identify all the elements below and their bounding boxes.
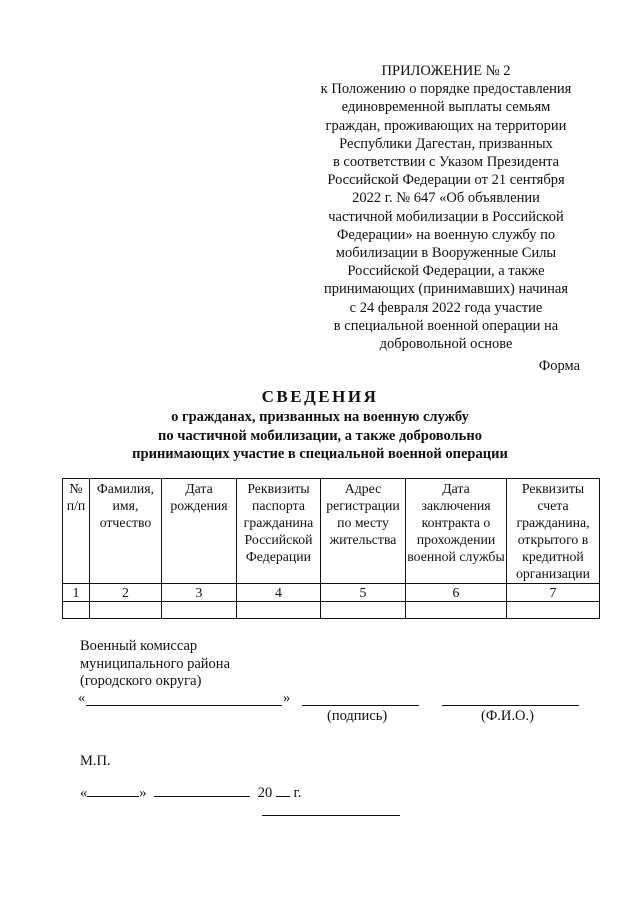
table-number-row xyxy=(63,584,600,602)
table-cell[interactable] xyxy=(63,602,90,619)
signature-caption: (подпись) xyxy=(327,708,388,724)
name-field-line[interactable] xyxy=(442,690,579,706)
appendix-line: единовременной выплаты семьям xyxy=(341,99,551,116)
table-row xyxy=(63,602,600,619)
name-caption: (Ф.И.О.) xyxy=(481,708,534,724)
column-number: 4 xyxy=(237,584,321,602)
appendix-line: частичной мобилизации в Российской xyxy=(328,208,564,225)
heading-title: СВЕДЕНИЯ xyxy=(261,387,379,406)
table-cell[interactable] xyxy=(507,602,600,619)
appendix-line: Российской Федерации, а также xyxy=(347,263,545,280)
open-quote: « xyxy=(78,690,86,706)
column-header-contract-date: Дата заключения контракта о прохождении военной службы xyxy=(406,479,507,584)
commissar-title-line: муниципального района xyxy=(80,655,230,672)
appendix-line: с 24 февраля 2022 года участие xyxy=(349,299,543,316)
column-number: 6 xyxy=(406,584,507,602)
document-heading xyxy=(0,386,640,464)
table-header-row xyxy=(63,479,600,584)
commissar-title-line: Военный комиссар xyxy=(80,638,198,654)
table-cell[interactable] xyxy=(406,602,507,619)
appendix-line: в специальной военной операции на xyxy=(333,317,559,334)
table-cell[interactable] xyxy=(90,602,162,619)
stamp-label: М.П. xyxy=(80,753,111,769)
extra-signature-line[interactable] xyxy=(262,805,400,816)
table-cell[interactable] xyxy=(321,602,406,619)
signature-field-line[interactable] xyxy=(302,690,419,706)
month-field-line[interactable] xyxy=(154,783,250,797)
column-number: 5 xyxy=(321,584,406,602)
column-header-number: № п/п xyxy=(63,479,90,584)
data-table xyxy=(62,478,600,619)
column-number: 1 xyxy=(63,584,90,602)
heading-subtitle-line: принимающих участие в специальной военной операции xyxy=(132,446,508,462)
column-header-name: Фамилия, имя, отчество xyxy=(90,479,162,584)
day-field-line[interactable] xyxy=(87,783,139,797)
appendix-line: граждан, проживающих на территории xyxy=(325,117,567,134)
date-field xyxy=(80,783,301,802)
close-quote: » xyxy=(283,690,291,706)
column-header-address: Адрес регистрации по месту жительства xyxy=(321,479,406,584)
appendix-line: в соответствии с Указом Президента xyxy=(332,154,560,171)
year-suffix: г. xyxy=(293,785,302,801)
date-close-quote: » xyxy=(139,785,147,801)
table-cell[interactable] xyxy=(237,602,321,619)
column-header-birthdate: Дата рождения xyxy=(162,479,237,584)
column-number: 2 xyxy=(90,584,162,602)
column-header-bank-account: Реквизиты счета гражданина, открытого в кредитной организации xyxy=(507,479,600,584)
appendix-line: мобилизации в Вооруженные Силы xyxy=(335,245,557,262)
form-label: Форма xyxy=(538,358,580,374)
column-header-passport: Реквизиты паспорта гражданина Российской Федерации xyxy=(237,479,321,584)
position-field-line[interactable] xyxy=(86,690,282,706)
appendix-title: ПРИЛОЖЕНИЕ № 2 xyxy=(381,63,511,79)
commissar-title-line: (городского округа) xyxy=(80,673,202,689)
appendix-line: Республики Дагестан, призванных xyxy=(339,135,553,152)
heading-subtitle-line: по частичной мобилизации, а также добровольно xyxy=(158,427,482,444)
appendix-line: Российской Федерации от 21 сентября xyxy=(327,172,565,189)
year-field-line[interactable] xyxy=(276,783,290,797)
appendix-line: добровольной основе xyxy=(379,336,513,353)
heading-subtitle-line: о гражданах, призванных на военную службу xyxy=(171,409,469,425)
year-prefix: 20 xyxy=(257,785,273,801)
appendix-block xyxy=(300,62,592,353)
appendix-line: к Положению о порядке предоставления xyxy=(320,81,572,98)
column-number: 7 xyxy=(507,584,600,602)
table-cell[interactable] xyxy=(162,602,237,619)
date-open-quote: « xyxy=(80,785,88,801)
appendix-line: 2022 г. № 647 «Об объявлении xyxy=(352,190,540,207)
column-number: 3 xyxy=(162,584,237,602)
appendix-line: Федерации» на военную службу по xyxy=(336,226,556,243)
appendix-line: принимающих (принимавших) начиная xyxy=(323,281,569,298)
commissar-block xyxy=(80,638,230,691)
